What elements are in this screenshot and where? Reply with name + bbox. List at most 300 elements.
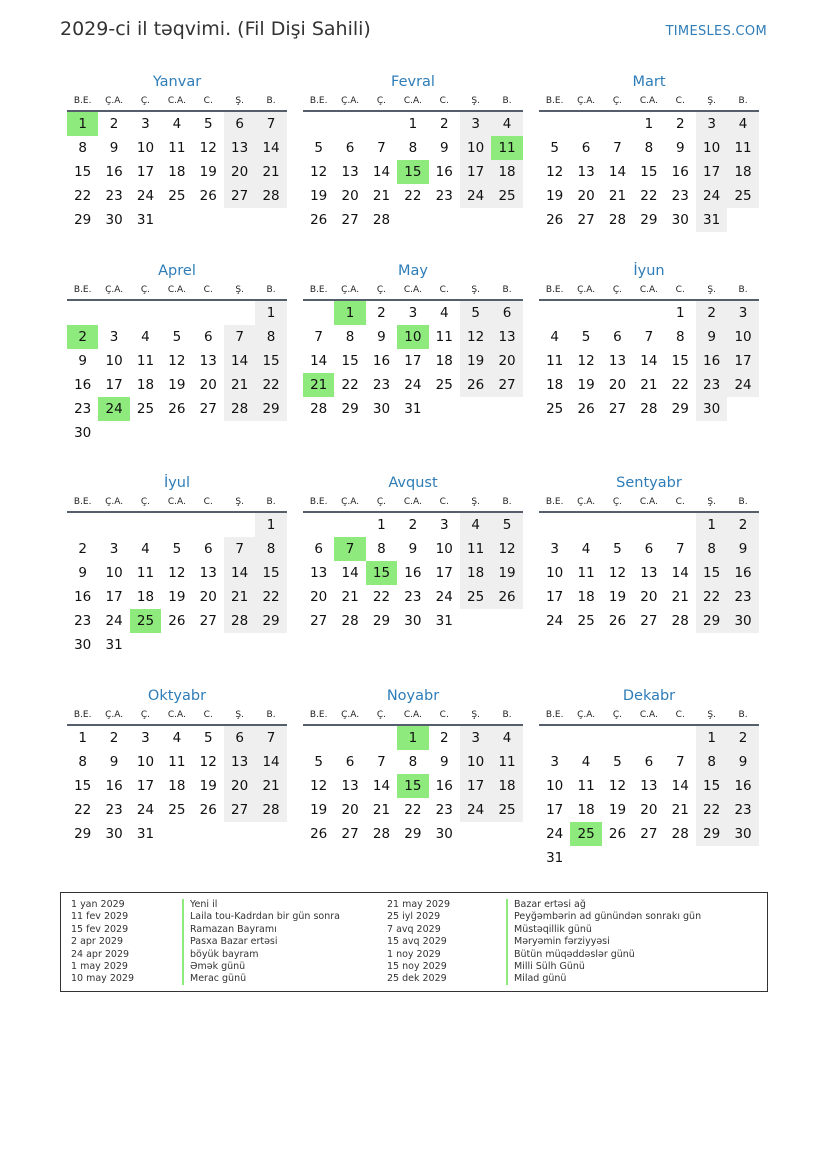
- legend-holiday-name: Laila tou-Kadrdan bir gün sonra: [190, 911, 340, 923]
- day-cell: 7: [377, 140, 386, 156]
- day-cell: 29: [74, 826, 92, 842]
- day-cell: 19: [168, 589, 186, 605]
- weekday-label: B.E.: [309, 497, 328, 507]
- day-cell: 29: [640, 212, 658, 228]
- day-cell: 5: [172, 329, 182, 345]
- day-cell: 2: [727, 513, 758, 537]
- day-cell: 17: [696, 160, 727, 184]
- legend-holiday-name: Əmək günü: [190, 960, 246, 972]
- month-name: Fevral: [391, 74, 435, 90]
- weekday-label: C.: [675, 285, 685, 295]
- day-cell: 7: [314, 329, 323, 345]
- day-cell: 16: [727, 561, 758, 585]
- empty-cell: [303, 112, 334, 136]
- weekday-label: Ç.A.: [341, 96, 360, 106]
- weekday-label: B.: [266, 285, 276, 295]
- day-cell: 4: [172, 730, 182, 746]
- day-cell: 6: [644, 754, 654, 770]
- day-cell: 2: [377, 305, 386, 321]
- weekday-label: B.: [266, 710, 276, 720]
- day-cell: 4: [550, 329, 559, 345]
- legend-date: 10 may 2029: [71, 973, 135, 985]
- day-cell: 18: [546, 377, 564, 393]
- day-cell: 18: [460, 561, 491, 585]
- day-cell: 22: [404, 802, 422, 818]
- legend-right-bar: [506, 899, 508, 985]
- day-cell: 17: [435, 565, 453, 581]
- day-cell: 22: [341, 377, 359, 393]
- day-cell: 21: [372, 802, 391, 818]
- day-cell: 16: [105, 778, 123, 794]
- day-cell: 12: [608, 778, 627, 794]
- brand-link[interactable]: TIMESLES.COM: [665, 24, 767, 39]
- legend-holiday-name: Məryəmin fərziyyəsi: [514, 936, 610, 948]
- day-cell: 14: [255, 750, 286, 774]
- empty-cell: [570, 112, 601, 136]
- day-cell: 25: [577, 613, 595, 629]
- day-cell: 28: [372, 212, 391, 228]
- day-cell: 20: [640, 802, 658, 818]
- day-cell: 31: [136, 212, 155, 228]
- month-name: İyun: [633, 263, 665, 279]
- weekday-label: Ş.: [471, 710, 480, 720]
- day-cell: 20: [341, 802, 359, 818]
- day-cell: 16: [404, 565, 422, 581]
- day-cell: 28: [341, 613, 359, 629]
- day-cell: 27: [310, 613, 328, 629]
- day-grid: [539, 513, 759, 633]
- day-grid: [67, 301, 287, 445]
- empty-cell: [67, 513, 98, 537]
- day-cell: 23: [105, 802, 123, 818]
- day-cell: 12: [310, 778, 328, 794]
- day-cell: 3: [460, 726, 491, 750]
- weekday-label: B.E.: [545, 285, 564, 295]
- holiday-day: 15: [397, 160, 428, 184]
- empty-cell: [570, 301, 601, 325]
- weekday-label: B.: [502, 285, 512, 295]
- day-cell: 13: [608, 353, 627, 369]
- day-cell: 19: [608, 802, 627, 818]
- day-cell: 5: [491, 513, 522, 537]
- day-cell: 8: [408, 754, 418, 770]
- day-cell: 27: [199, 613, 217, 629]
- day-cell: 8: [675, 329, 685, 345]
- month-1: [67, 70, 287, 232]
- day-cell: 2: [109, 116, 119, 132]
- day-cell: 28: [255, 184, 286, 208]
- weekday-label: B.E.: [545, 497, 564, 507]
- day-cell: 27: [640, 826, 658, 842]
- day-cell: 11: [460, 537, 491, 561]
- day-cell: 10: [136, 140, 155, 156]
- day-cell: 25: [546, 401, 564, 417]
- weekday-label: C.: [203, 96, 213, 106]
- day-cell: 24: [105, 613, 123, 629]
- weekday-label: C.A.: [167, 285, 186, 295]
- day-cell: 17: [460, 774, 491, 798]
- day-cell: 19: [199, 164, 217, 180]
- day-cell: 19: [310, 188, 328, 204]
- day-cell: 7: [255, 112, 286, 136]
- day-cell: 17: [105, 589, 123, 605]
- day-cell: 4: [172, 116, 182, 132]
- day-cell: 30: [435, 826, 453, 842]
- legend-date: 1 may 2029: [71, 960, 128, 972]
- day-cell: 22: [74, 188, 92, 204]
- legend-holiday-name: Bütün müqəddəslər günü: [514, 948, 635, 960]
- day-cell: 8: [696, 537, 727, 561]
- day-cell: 3: [550, 541, 559, 557]
- weekday-label: Ç.A.: [577, 96, 596, 106]
- day-cell: 20: [608, 377, 627, 393]
- empty-cell: [665, 726, 696, 750]
- month-4: [67, 259, 287, 445]
- day-cell: 29: [404, 826, 422, 842]
- weekday-label: Ç.A.: [105, 285, 124, 295]
- day-cell: 21: [671, 802, 689, 818]
- day-cell: 6: [613, 329, 622, 345]
- weekday-label: Ç.: [140, 96, 151, 106]
- legend-holiday-name: Pasxa Bazar ertəsi: [190, 936, 278, 948]
- day-cell: 19: [491, 561, 522, 585]
- weekday-label: Ç.: [612, 497, 623, 507]
- weekday-label: C.: [203, 710, 213, 720]
- weekday-label: Ç.A.: [577, 710, 596, 720]
- day-cell: 30: [105, 826, 123, 842]
- empty-cell: [539, 726, 570, 750]
- day-cell: 16: [696, 349, 727, 373]
- empty-cell: [193, 301, 224, 325]
- day-cell: 22: [255, 373, 286, 397]
- day-cell: 22: [671, 377, 689, 393]
- day-cell: 4: [727, 112, 758, 136]
- day-cell: 22: [255, 585, 286, 609]
- day-cell: 3: [109, 541, 119, 557]
- day-cell: 23: [435, 802, 453, 818]
- holiday-day: 15: [366, 561, 397, 585]
- day-cell: 21: [372, 188, 391, 204]
- day-cell: 14: [372, 778, 391, 794]
- weekday-label: B.: [738, 285, 748, 295]
- weekday-label: Ç.A.: [577, 285, 596, 295]
- day-cell: 6: [314, 541, 323, 557]
- legend-holiday-name: Merac günü: [190, 973, 247, 985]
- day-grid: [67, 726, 287, 846]
- day-cell: 18: [727, 160, 758, 184]
- day-cell: 30: [105, 212, 123, 228]
- weekday-label: C.A.: [403, 710, 422, 720]
- day-cell: 1: [255, 301, 286, 325]
- day-cell: 31: [105, 637, 123, 653]
- day-cell: 9: [78, 353, 87, 369]
- day-cell: 1: [78, 730, 87, 746]
- day-cell: 25: [168, 802, 186, 818]
- day-cell: 12: [577, 353, 595, 369]
- empty-cell: [224, 513, 255, 537]
- day-cell: 3: [550, 754, 559, 770]
- weekday-label: C.A.: [403, 497, 422, 507]
- weekday-label: Ç.A.: [341, 710, 360, 720]
- day-cell: 7: [224, 325, 255, 349]
- empty-cell: [366, 112, 397, 136]
- day-cell: 3: [141, 116, 150, 132]
- legend-left-names: [190, 899, 340, 986]
- weekday-label: C.A.: [167, 96, 186, 106]
- weekday-label: B.E.: [309, 710, 328, 720]
- holiday-day: 7: [334, 537, 365, 561]
- weekday-label: B.E.: [73, 710, 92, 720]
- empty-cell: [67, 301, 98, 325]
- day-cell: 18: [168, 164, 186, 180]
- day-cell: 9: [727, 750, 758, 774]
- day-cell: 8: [78, 140, 87, 156]
- empty-cell: [161, 513, 192, 537]
- day-cell: 23: [696, 373, 727, 397]
- weekday-label: C.A.: [639, 497, 658, 507]
- empty-cell: [98, 513, 129, 537]
- day-cell: 6: [203, 541, 213, 557]
- day-cell: 16: [372, 353, 391, 369]
- day-cell: 15: [341, 353, 359, 369]
- day-cell: 23: [74, 401, 92, 417]
- month-name: Yanvar: [152, 74, 202, 90]
- day-cell: 6: [203, 329, 213, 345]
- day-cell: 3: [460, 112, 491, 136]
- day-grid: [67, 513, 287, 657]
- day-cell: 11: [727, 136, 758, 160]
- day-cell: 16: [74, 589, 92, 605]
- day-cell: 20: [491, 349, 522, 373]
- legend-right-dates: [387, 899, 450, 986]
- empty-cell: [602, 513, 633, 537]
- weekday-label: Ş.: [471, 285, 480, 295]
- weekday-header: [67, 94, 287, 112]
- day-cell: 29: [255, 397, 286, 421]
- day-grid: [539, 726, 759, 870]
- weekday-label: B.: [266, 497, 276, 507]
- day-cell: 21: [255, 160, 286, 184]
- day-cell: 8: [78, 754, 87, 770]
- weekday-label: C.: [675, 497, 685, 507]
- day-cell: 21: [608, 188, 627, 204]
- day-cell: 11: [577, 565, 595, 581]
- day-cell: 9: [109, 140, 119, 156]
- day-cell: 11: [168, 754, 186, 770]
- weekday-header: [539, 495, 759, 513]
- weekday-label: B.E.: [73, 285, 92, 295]
- legend-date: 25 iyl 2029: [387, 911, 441, 923]
- day-cell: 12: [491, 537, 522, 561]
- day-cell: 28: [671, 613, 689, 629]
- day-cell: 3: [109, 329, 119, 345]
- month-11: [303, 684, 523, 846]
- weekday-label: B.: [502, 497, 512, 507]
- day-cell: 24: [727, 373, 758, 397]
- day-cell: 23: [74, 613, 92, 629]
- day-cell: 3: [696, 112, 727, 136]
- day-grid: [67, 112, 287, 232]
- day-cell: 7: [224, 537, 255, 561]
- day-cell: 2: [408, 517, 418, 533]
- month-name: Aprel: [158, 263, 196, 279]
- day-cell: 27: [640, 613, 658, 629]
- weekday-label: C.: [439, 497, 449, 507]
- weekday-label: Ç.A.: [105, 96, 124, 106]
- day-cell: 25: [727, 184, 758, 208]
- day-cell: 8: [345, 329, 355, 345]
- day-cell: 20: [341, 188, 359, 204]
- day-cell: 2: [696, 301, 727, 325]
- empty-cell: [633, 301, 664, 325]
- day-cell: 30: [727, 822, 758, 846]
- day-cell: 14: [255, 136, 286, 160]
- legend-date: 25 dek 2029: [387, 973, 447, 985]
- weekday-label: Ç.: [612, 285, 623, 295]
- weekday-label: B.: [502, 96, 512, 106]
- weekday-label: Ş.: [471, 96, 480, 106]
- day-cell: 9: [408, 541, 418, 557]
- day-cell: 25: [460, 585, 491, 609]
- day-cell: 5: [550, 140, 559, 156]
- day-cell: 1: [644, 116, 654, 132]
- weekday-label: B.: [502, 710, 512, 720]
- weekday-label: Ç.: [140, 497, 151, 507]
- day-cell: 24: [696, 184, 727, 208]
- day-cell: 14: [671, 565, 689, 581]
- day-cell: 29: [696, 822, 727, 846]
- day-cell: 7: [377, 754, 386, 770]
- day-cell: 26: [168, 401, 186, 417]
- day-cell: 29: [696, 609, 727, 633]
- day-cell: 6: [224, 726, 255, 750]
- day-cell: 17: [546, 589, 564, 605]
- day-cell: 10: [546, 565, 564, 581]
- day-cell: 2: [727, 726, 758, 750]
- day-cell: 26: [460, 373, 491, 397]
- day-cell: 22: [404, 188, 422, 204]
- day-cell: 11: [435, 329, 453, 345]
- weekday-label: Ç.: [376, 710, 387, 720]
- weekday-label: Ş.: [707, 497, 716, 507]
- day-cell: 2: [109, 730, 119, 746]
- day-cell: 20: [640, 589, 658, 605]
- day-cell: 16: [105, 164, 123, 180]
- day-cell: 5: [203, 116, 213, 132]
- day-cell: 4: [581, 541, 591, 557]
- day-cell: 13: [224, 136, 255, 160]
- day-cell: 15: [696, 774, 727, 798]
- weekday-label: C.: [203, 285, 213, 295]
- day-cell: 27: [199, 401, 217, 417]
- day-cell: 21: [671, 589, 689, 605]
- day-cell: 23: [404, 589, 422, 605]
- weekday-header: [539, 283, 759, 301]
- day-cell: 13: [224, 750, 255, 774]
- holiday-day: 21: [303, 373, 334, 397]
- day-cell: 24: [404, 377, 422, 393]
- day-cell: 26: [310, 212, 328, 228]
- weekday-header: [303, 283, 523, 301]
- weekday-header: [67, 708, 287, 726]
- weekday-label: Ç.: [612, 710, 623, 720]
- legend-date: 15 avq 2029: [387, 936, 447, 948]
- empty-cell: [633, 513, 664, 537]
- day-cell: 9: [696, 325, 727, 349]
- day-cell: 18: [491, 160, 522, 184]
- day-cell: 13: [310, 565, 328, 581]
- weekday-label: B.: [738, 497, 748, 507]
- day-cell: 15: [640, 164, 658, 180]
- day-cell: 13: [199, 353, 217, 369]
- day-cell: 2: [78, 541, 87, 557]
- day-cell: 24: [546, 826, 564, 842]
- day-cell: 4: [491, 112, 522, 136]
- day-cell: 6: [345, 140, 355, 156]
- day-cell: 17: [727, 349, 758, 373]
- day-cell: 30: [727, 609, 758, 633]
- day-cell: 1: [377, 517, 386, 533]
- day-cell: 14: [224, 349, 255, 373]
- day-cell: 11: [136, 353, 155, 369]
- day-grid: [303, 301, 523, 421]
- day-cell: 10: [105, 565, 123, 581]
- legend-date: 21 may 2029: [387, 899, 451, 910]
- weekday-label: C.A.: [167, 497, 186, 507]
- day-cell: 26: [546, 212, 564, 228]
- day-cell: 22: [372, 589, 391, 605]
- day-cell: 24: [546, 613, 564, 629]
- day-cell: 13: [577, 164, 595, 180]
- weekday-label: Ş.: [707, 285, 716, 295]
- day-cell: 23: [727, 798, 758, 822]
- weekday-label: C.: [439, 96, 449, 106]
- day-cell: 10: [546, 778, 564, 794]
- day-cell: 15: [74, 778, 92, 794]
- day-cell: 19: [577, 377, 595, 393]
- month-name: May: [398, 263, 428, 279]
- empty-cell: [98, 301, 129, 325]
- day-cell: 26: [168, 613, 186, 629]
- day-cell: 7: [255, 726, 286, 750]
- empty-cell: [570, 726, 601, 750]
- day-cell: 20: [199, 589, 217, 605]
- day-cell: 1: [675, 305, 685, 321]
- weekday-label: B.: [738, 96, 748, 106]
- day-cell: 28: [640, 401, 658, 417]
- empty-cell: [130, 513, 161, 537]
- day-cell: 15: [255, 561, 286, 585]
- empty-cell: [161, 301, 192, 325]
- day-cell: 27: [341, 826, 359, 842]
- day-cell: 29: [255, 609, 286, 633]
- day-cell: 1: [696, 513, 727, 537]
- day-cell: 23: [727, 585, 758, 609]
- day-cell: 14: [608, 164, 627, 180]
- day-cell: 23: [671, 188, 689, 204]
- day-cell: 22: [74, 802, 92, 818]
- month-5: [303, 259, 523, 421]
- day-cell: 17: [105, 377, 123, 393]
- day-cell: 21: [224, 585, 255, 609]
- weekday-label: B.E.: [73, 96, 92, 106]
- holiday-day: 10: [397, 325, 428, 349]
- day-cell: 18: [136, 589, 155, 605]
- day-cell: 12: [199, 754, 217, 770]
- day-cell: 10: [727, 325, 758, 349]
- weekday-label: B.E.: [73, 497, 92, 507]
- day-cell: 21: [224, 373, 255, 397]
